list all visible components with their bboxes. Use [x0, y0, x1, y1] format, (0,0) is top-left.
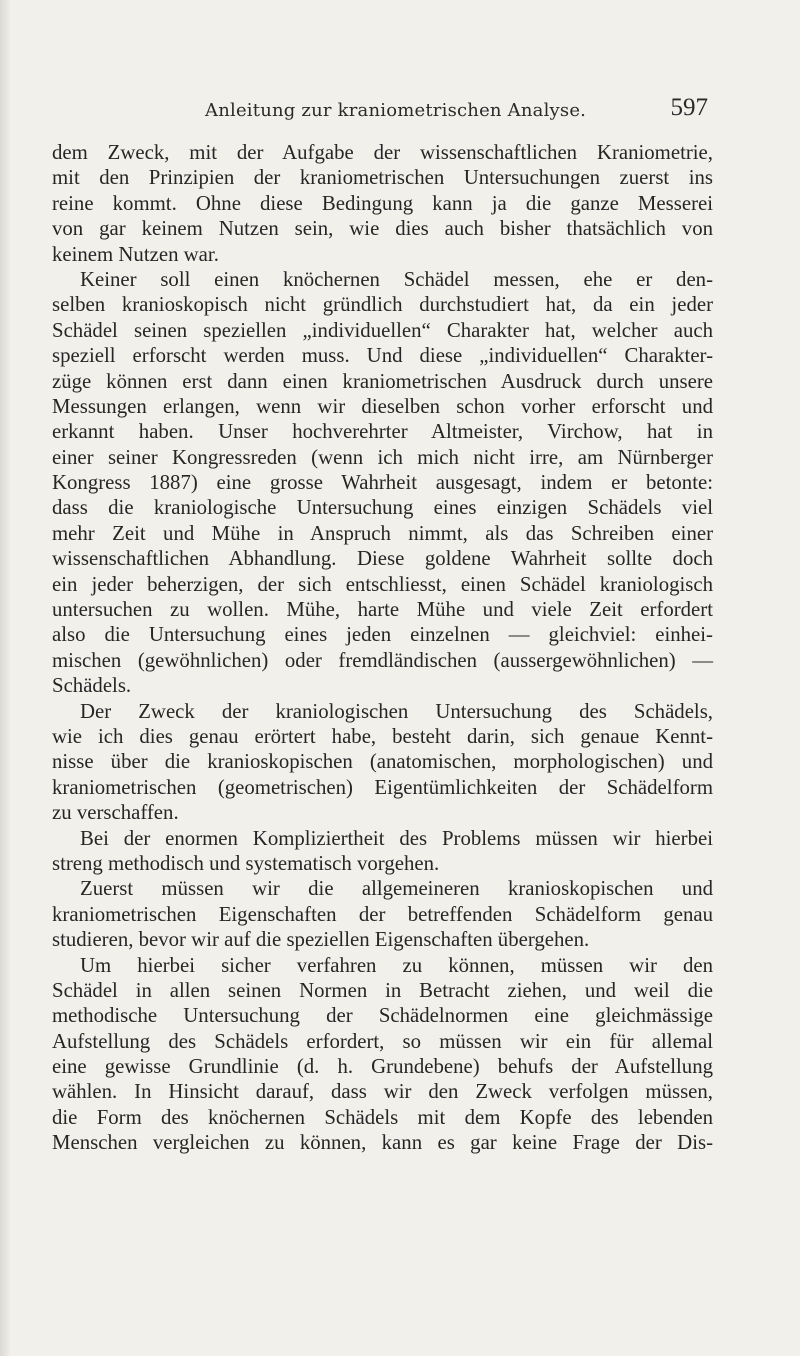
body-text — [52, 140, 713, 1156]
text-line: Aufstellung des Schädels erfordert, so müssen wir ein für allemal — [52, 1029, 713, 1053]
text-line: mischen (gewöhnlichen) oder fremdländischen (aussergewöhnlichen) — — [52, 648, 713, 672]
text-line: wählen. In Hinsicht darauf, dass wir den Zweck verfolgen müssen, — [52, 1080, 713, 1104]
text-line: Der Zweck der kraniologischen Untersuchung des Schädels, — [80, 699, 713, 723]
text-line: von gar keinem Nutzen sein, wie dies auch bisher thatsächlich von — [52, 217, 713, 241]
text-line: dass die kraniologische Untersuchung eines einzigen Schädels viel — [52, 496, 713, 520]
text-line: speziell erforscht werden muss. Und diese „individuellen“ Charakter- — [52, 344, 713, 368]
text-line: Menschen vergleichen zu können, kann es gar keine Frage der Dis- — [52, 1131, 713, 1155]
text-line: die Form des knöchernen Schädels mit dem Kopfe des lebenden — [52, 1105, 713, 1129]
text-line: mehr Zeit und Mühe in Anspruch nimmt, als das Schreiben einer — [52, 521, 713, 545]
text-line: selben kranioskopisch nicht gründlich durchstudiert hat, da ein jeder — [52, 293, 713, 317]
text-line: keinem Nutzen war. — [52, 242, 219, 266]
page-number: 597 — [670, 94, 708, 121]
text-line: Keiner soll einen knöchernen Schädel messen, ehe er den- — [80, 267, 713, 291]
running-title: Anleitung zur kraniometrischen Analyse. — [205, 100, 587, 121]
text-line: wie ich dies genau erörtert habe, besteht darin, sich genaue Kennt- — [52, 724, 713, 748]
text-line: züge können erst dann einen kraniometrischen Ausdruck durch unsere — [52, 369, 713, 393]
text-line: Zuerst müssen wir die allgemeineren kranioskopischen und — [80, 877, 713, 901]
text-line: dem Zweck, mit der Aufgabe der wissenschaftlichen Kraniometrie, — [52, 141, 713, 164]
page-gutter-shadow — [0, 0, 10, 1356]
text-line: zu verschaffen. — [52, 801, 179, 825]
text-line: untersuchen zu wollen. Mühe, harte Mühe und viele Zeit erfordert — [52, 598, 713, 622]
text-line: reine kommt. Ohne diese Bedingung kann ja die ganze Messerei — [52, 191, 713, 215]
page-header — [60, 94, 708, 124]
text-line: einer seiner Kongressreden (wenn ich mich nicht irre, am Nürnberger — [52, 445, 713, 469]
text-line: Schädels. — [52, 674, 132, 698]
text-line: Schädel seinen speziellen „individuellen“ Charakter hat, welcher auch — [52, 318, 713, 342]
text-line: erkannt haben. Unser hochverehrter Altmeister, Virchow, hat in — [52, 420, 713, 444]
text-line: Kongress 1887) eine grosse Wahrheit ausgesagt, indem er betonte: — [52, 471, 713, 495]
text-line: streng methodisch und systematisch vorgehen. — [52, 851, 440, 875]
text-line: eine gewisse Grundlinie (d. h. Grundebene) behufs der Aufstellung — [52, 1055, 713, 1079]
text-line: methodische Untersuchung der Schädelnormen eine gleichmässige — [52, 1004, 713, 1028]
text-line: Bei der enormen Kompliziertheit des Problems müssen wir hierbei — [80, 826, 713, 850]
text-line: studieren, bevor wir auf die speziellen Eigenschaften übergehen. — [52, 928, 590, 952]
text-line: kraniometrischen (geometrischen) Eigentümlichkeiten der Schädelform — [52, 775, 713, 799]
text-line: kraniometrischen Eigenschaften der betreffenden Schädelform genau — [52, 902, 713, 926]
text-line: mit den Prinzipien der kraniometrischen Untersuchungen zuerst ins — [52, 166, 713, 190]
text-line: wissenschaftlichen Abhandlung. Diese goldene Wahrheit sollte doch — [52, 547, 713, 571]
text-line: also die Untersuchung eines jeden einzelnen — gleichviel: einhei- — [52, 623, 713, 647]
text-line: nisse über die kranioskopischen (anatomischen, morphologischen) und — [52, 750, 713, 774]
text-line: Um hierbei sicher verfahren zu können, müssen wir den — [80, 953, 713, 977]
text-line: Schädel in allen seinen Normen in Betracht ziehen, und weil die — [52, 978, 713, 1002]
text-line: Messungen erlangen, wenn wir dieselben schon vorher erforscht und — [52, 394, 713, 418]
text-line: ein jeder beherzigen, der sich entschliesst, einen Schädel kraniologisch — [52, 572, 713, 596]
